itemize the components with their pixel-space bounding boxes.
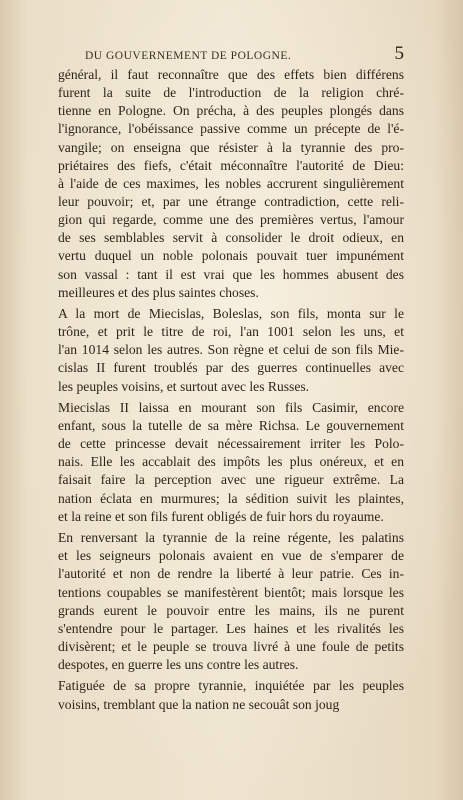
paragraph <box>58 399 404 526</box>
text-line: de ses semblables servit à consolider le droit odieux, en <box>58 230 404 246</box>
text-line: tienne en Pologne. On précha, à des peuples plongés dans <box>58 103 404 119</box>
text-line: l'an 1014 selon les autres. Son règne et celui de son fils Mie- <box>58 342 404 358</box>
text-line: En renversant la tyrannie de la reine régente, les palatins <box>58 530 404 546</box>
text-line: cislas II furent troublés par des guerres continuelles avec <box>58 360 404 376</box>
text-line: général, il faut reconnaître que des effets bien différens <box>58 67 404 82</box>
text-line: enfant, sous la tutelle de sa mère Richsa. Le gouvernement <box>58 418 404 434</box>
body-text <box>58 66 404 717</box>
text-line: trône, et prit le titre de roi, l'an 1001 selon les uns, et <box>58 324 404 340</box>
text-line: nation éclata en murmures; la sédition suivit les plaintes, <box>58 490 404 506</box>
text-line: les peuples voisins, et surtout avec les Russes. <box>58 378 310 394</box>
text-line: faisait faire la perception avec une rigueur extrême. La <box>58 472 404 488</box>
text-line: vangile; on enseigna que résister à la tyrannie des pro- <box>58 139 404 155</box>
text-line: voisins, tremblant que la nation ne secouât son joug <box>58 696 340 712</box>
paragraph <box>58 305 404 396</box>
paragraph <box>58 677 404 713</box>
paragraph <box>58 66 404 302</box>
text-line: divisèrent; et le peuple se trouva livré à une foule de petits <box>58 638 404 654</box>
text-line: vertu duquel un noble polonais pouvait tuer impunément <box>58 248 404 264</box>
text-line: Miecislas II laissa en mourant son fils Casimir, encore <box>58 399 404 415</box>
text-line: l'autorité et non de rendre la liberté à leur patrie. Ces in- <box>58 566 404 582</box>
text-line: à l'aide de ces maximes, les nobles accrurent singulièrement <box>58 175 404 191</box>
page-header <box>63 43 404 66</box>
text-line: et la reine et son fils furent obligés de fuir hors du royaume. <box>58 508 384 524</box>
text-line: nais. Elle les accablait des impôts les plus onéreux, et en <box>58 454 404 470</box>
text-line: Fatiguée de sa propre tyrannie, inquiétée par les peuples <box>58 678 404 694</box>
text-line: priétaires des fiefs, c'était méconnaître l'autorité de Dieu: <box>58 157 404 173</box>
text-line: de cette princesse devait nécessairement irriter les Polo- <box>58 436 404 452</box>
text-line: furent la suite de l'introduction de la religion chré- <box>58 85 404 101</box>
page-number: 5 <box>394 43 404 64</box>
text-line: leur pouvoir; et, par une étrange contradiction, cette reli- <box>58 193 404 209</box>
running-title: DU GOUVERNEMENT DE POLOGNE. <box>85 50 292 62</box>
text-line: son vassal : tant il est vrai que les hommes abusent des <box>58 266 404 282</box>
text-line: et les seigneurs polonais avaient en vue de s'emparer de <box>58 548 404 564</box>
text-line: s'entendre pour le partager. Les haines et les rivalités les <box>58 620 404 636</box>
text-line: gion qui regarde, comme une des premières vertus, l'amour <box>58 212 404 228</box>
text-line: grands eurent le pouvoir entre les mains, ils ne purent <box>58 602 404 618</box>
text-line: despotes, en guerre les uns contre les autres. <box>58 657 299 673</box>
text-line: tentions coupables se manifestèrent bientôt; mais lorsque les <box>58 584 404 600</box>
paragraph <box>58 529 404 674</box>
text-line: meilleures et des plus saintes choses. <box>58 284 259 300</box>
text-line: A la mort de Miecislas, Boleslas, son fils, monta sur le <box>58 306 404 322</box>
text-line: l'ignorance, l'obéissance passive comme un précepte de l'é- <box>58 121 404 137</box>
